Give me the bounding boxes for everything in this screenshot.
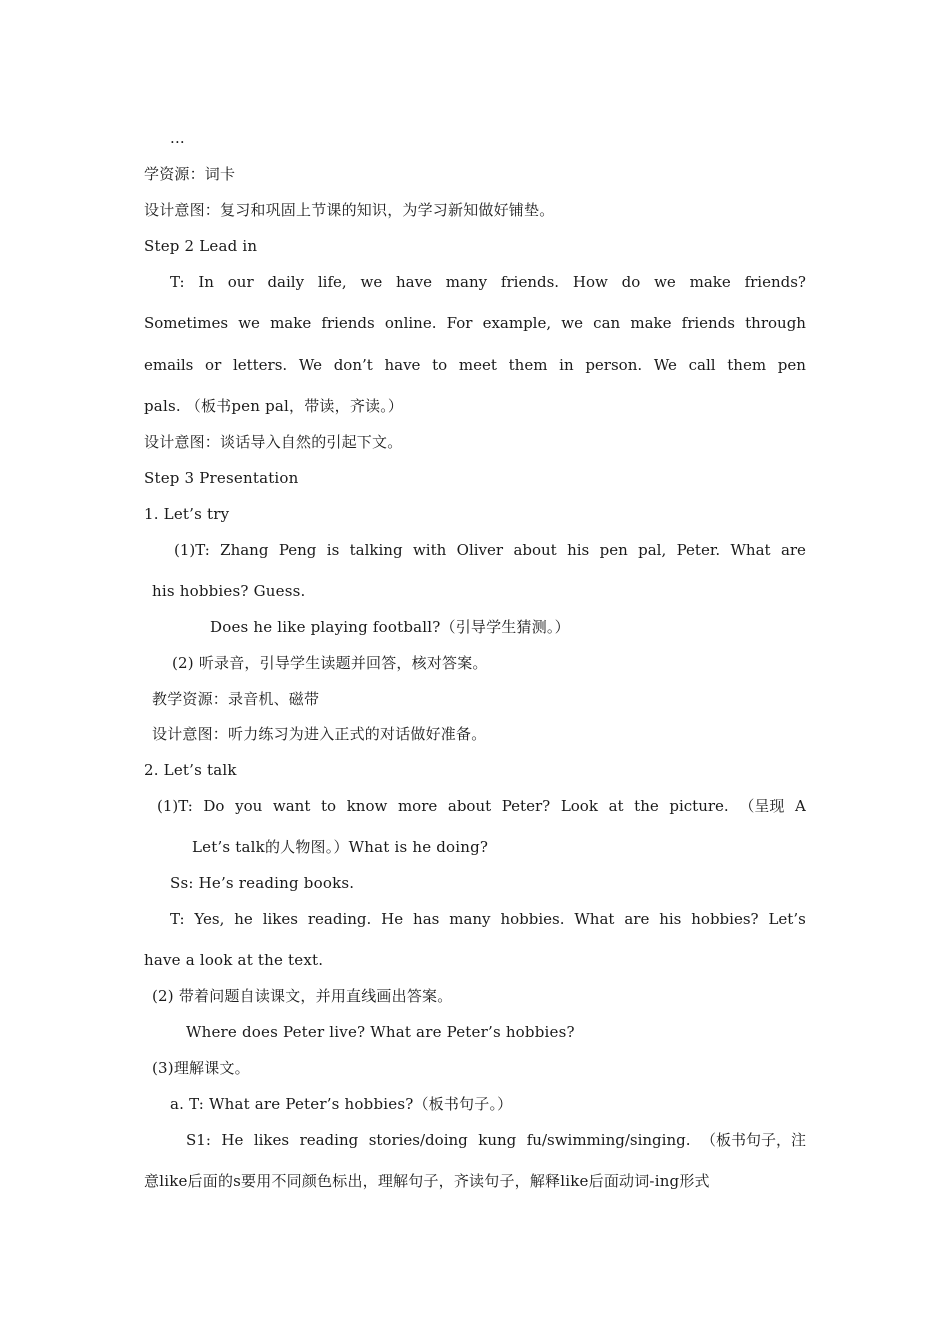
s1-answer-line-2: 意like后面的s要用不同颜色标出，理解句子，齐读句子，解释like后面动词-ing形式 [144,1172,710,1190]
word: friends [681,314,735,332]
word: T: [170,910,185,928]
word: we [360,273,383,291]
word: we [561,314,584,332]
word: in [559,356,574,374]
ellipsis-line: ... [170,129,185,147]
design-intent-line-1: 设计意图：复习和巩固上节课的知识，为学习新知做好铺垫。 [144,201,555,219]
word: to [321,797,337,815]
word: do [621,273,641,291]
word: friends? [744,273,806,291]
word: hobbies? [691,910,759,928]
word: emails [144,356,194,374]
teacher-line-2: have a look at the text. [144,951,324,969]
word: at [608,797,624,815]
word: Do [203,797,225,815]
word: more [397,797,438,815]
word: Look [560,797,598,815]
word: reading [299,1131,359,1149]
lead-in-paragraph-line-3 [144,355,806,375]
word: Peter? [501,797,551,815]
word: meet [458,356,497,374]
word: them [508,356,548,374]
word: kung [478,1131,517,1149]
word: are [624,910,650,928]
word: through [745,314,806,332]
word: likes [262,910,298,928]
word: many [445,273,488,291]
word: has [413,910,440,928]
word: In [198,273,214,291]
word: A [794,797,806,815]
word: or [205,356,222,374]
word: pen [599,541,628,559]
lets-try-item-1-line-1 [174,540,806,560]
word: about [447,797,492,815]
word: example, [482,314,552,332]
word: talking [349,541,403,559]
step-2-heading: Step 2 Lead in [144,237,258,255]
reading-questions: Where does Peter live? What are Peter’s hobbies? [186,1023,575,1041]
design-intent-line-3: 设计意图：听力练习为进入正式的对话做好准备。 [152,725,487,743]
word: stories/doing [368,1131,468,1149]
word: his [567,541,590,559]
lets-try-heading: 1. Let’s try [144,505,230,523]
word: them [727,356,767,374]
word: life, [317,273,347,291]
word: you [235,797,263,815]
word: call [688,356,716,374]
word: is [326,541,340,559]
lets-talk-item-1-line-2: Let’s talk的人物图。）What is he doing? [192,838,489,856]
word: many [449,910,491,928]
word: pen [777,356,806,374]
word: likes [253,1131,290,1149]
word: he [234,910,253,928]
word: How [572,273,608,291]
word: are [780,541,806,559]
teaching-resource-line: 学资源：词卡 [144,165,236,183]
word: friends [321,314,375,332]
word: friends. [500,273,560,291]
word: daily [267,273,305,291]
word: Sometimes [144,314,229,332]
word: we [238,314,260,332]
design-intent-line-2: 设计意图：谈话导入自然的引起下文。 [144,433,403,451]
word: S1: [186,1131,211,1149]
word: Peter. [676,541,721,559]
word: his [659,910,682,928]
word: have [384,356,421,374]
word: We [653,356,677,374]
word: about [513,541,557,559]
word: Yes, [194,910,225,928]
word: reading. [307,910,372,928]
item-3a-line: a. T: What are Peter’s hobbies?（板书句子。） [170,1095,513,1113]
word: T: [170,273,185,291]
lets-talk-item-2: (2) 带着问题自读课文，并用直线画出答案。 [152,987,453,1005]
word: (1)T: [174,541,210,559]
word: know [346,797,388,815]
word: want [272,797,311,815]
lead-in-paragraph-line-4: pals. （板书pen pal，带读，齐读。） [144,397,404,415]
word: We [298,356,322,374]
word: He [221,1131,244,1149]
word: （板书句子，注 [700,1131,806,1149]
word: He [381,910,404,928]
lets-talk-item-3: (3)理解课文。 [152,1059,250,1077]
word: make [689,273,731,291]
word: Oliver [456,541,504,559]
word: (1)T: [157,797,193,815]
word: don’t [333,356,373,374]
lead-in-paragraph-line-1 [170,272,806,292]
word: Let’s [768,910,806,928]
word: fu/swimming/singing. [526,1131,691,1149]
teaching-resource-line-2: 教学资源：录音机、磁带 [152,690,320,708]
word: to [432,356,448,374]
students-answer-line: Ss: He’s reading books. [170,874,355,892]
word: letters. [232,356,288,374]
teacher-line-1 [170,909,806,929]
word: can [593,314,621,332]
s1-answer-line-1 [186,1130,806,1150]
word: make [630,314,672,332]
word: （呈现 [739,797,785,815]
word: For [446,314,473,332]
word: picture. [669,797,729,815]
word: we [654,273,676,291]
lead-in-paragraph-line-2 [144,313,806,333]
lets-try-item-2: (2) 听录音，引导学生读题并回答，核对答案。 [172,654,488,672]
word: our [227,273,254,291]
word: with [412,541,447,559]
word: What [574,910,615,928]
word: the [634,797,659,815]
word: Peng [278,541,317,559]
word: person. [585,356,643,374]
step-3-heading: Step 3 Presentation [144,469,299,487]
lets-talk-heading: 2. Let’s talk [144,761,237,779]
word: Zhang [220,541,269,559]
word: have [396,273,432,291]
word: online. [384,314,437,332]
word: What [730,541,771,559]
lets-talk-item-1-line-1 [157,796,806,816]
word: pal, [638,541,667,559]
word: make [270,314,312,332]
lets-try-item-1-line-2: his hobbies? Guess. [152,582,306,600]
word: hobbies. [500,910,565,928]
lets-try-guess-question: Does he like playing football?（引导学生猜测。） [210,618,570,636]
